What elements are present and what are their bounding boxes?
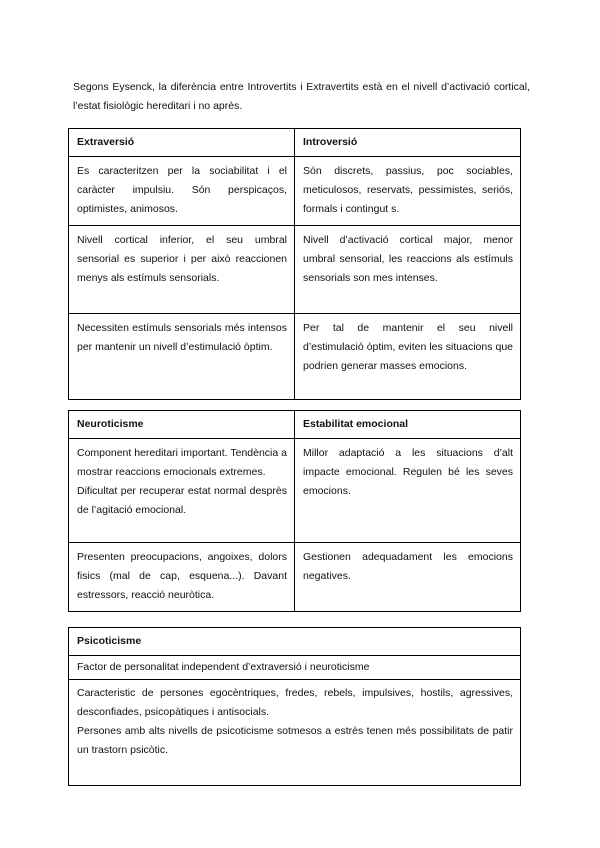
extraversion-traits: Es caracteritzen per la sociabilitat i el caràcter impulsiu. Són perspicaços, optimistes, animosos.	[69, 157, 295, 226]
table-row	[69, 543, 521, 612]
psychoticism-factor-text: Factor de personalitat independent d’extraversió i neuroticisme	[77, 661, 370, 673]
neuroticism-symptoms	[69, 543, 295, 612]
header-psychoticism: Psicoticisme	[69, 628, 521, 656]
introversion-traits: Són discrets, passius, poc sociables, meticulosos, reservats, pessimistes, seriós, formals i contingut s.	[295, 157, 521, 226]
header-introversion: Introversió	[295, 129, 521, 157]
extraversion-cortical: Nivell cortical inferior, el seu umbral sensorial es superior i per això reaccionen menys als estímuls sensorials.	[69, 226, 295, 314]
stability-description: Millor adaptació a les situacions d’alt impacte emocional. Regulen bé les seves emocions.	[295, 439, 521, 543]
stability-management: Gestionen adequadament les emocions negatives.	[295, 543, 521, 612]
table-row	[69, 439, 521, 543]
table-header-row	[69, 411, 521, 439]
neuroticism-description	[69, 439, 295, 543]
neuroticism-recovery: Dificultat per recuperar estat normal desprès de l’agitació emocional.	[77, 485, 287, 516]
table-header-row	[69, 129, 521, 157]
header-extraversion: Extraversió	[69, 129, 295, 157]
introversion-stimuli: Per tal de mantenir el seu nivell d’estimulació òptim, eviten les situacions que podrien generar masses emocions.	[295, 314, 521, 400]
neuroticism-stability-table	[68, 410, 521, 612]
introversion-cortical: Nivell d’activació cortical major, menor umbral sensorial, les reaccions als estímuls sensorials son mes intenses.	[295, 226, 521, 314]
table-row	[69, 656, 521, 680]
psychoticism-stress: Persones amb alts nivells de psicoticisme sotmesos a estrès tenen més possibilitats de patir un trastorn psicòtic.	[77, 725, 513, 756]
table-header-row	[69, 628, 521, 656]
header-neuroticism: Neuroticisme	[69, 411, 295, 439]
table-row	[69, 680, 521, 786]
neuroticism-symptoms-text: Presenten preocupacions, angoixes, dolors fisics (mal de cap, esquena...). Davant estressors, reacció neuròtica.	[77, 551, 287, 601]
table-row	[69, 157, 521, 226]
psychoticism-table	[68, 627, 521, 786]
psychoticism-traits: Caracteristic de persones egocèntriques, fredes, rebels, impulsives, hostils, agressives, desconfiades, psicopàtiques i antisocials.	[77, 687, 513, 718]
neuroticism-component: Component hereditari important. Tendència a mostrar reaccions emocionals extremes.	[77, 447, 287, 478]
table-row	[69, 314, 521, 400]
psychoticism-description	[69, 680, 521, 786]
extraversion-stimuli: Necessiten estímuls sensorials més intensos per mantenir un nivell d’estimulació òptim.	[69, 314, 295, 400]
intro-paragraph: Segons Eysenck, la diferència entre Introvertits i Extravertits està en el nivell d’activació cortical, l’estat fisiològic hereditari i no après.	[73, 81, 530, 112]
psychoticism-factor	[69, 656, 521, 680]
table-row	[69, 226, 521, 314]
extraversion-introversion-table	[68, 128, 521, 400]
header-emotional-stability: Estabilitat emocional	[295, 411, 521, 439]
